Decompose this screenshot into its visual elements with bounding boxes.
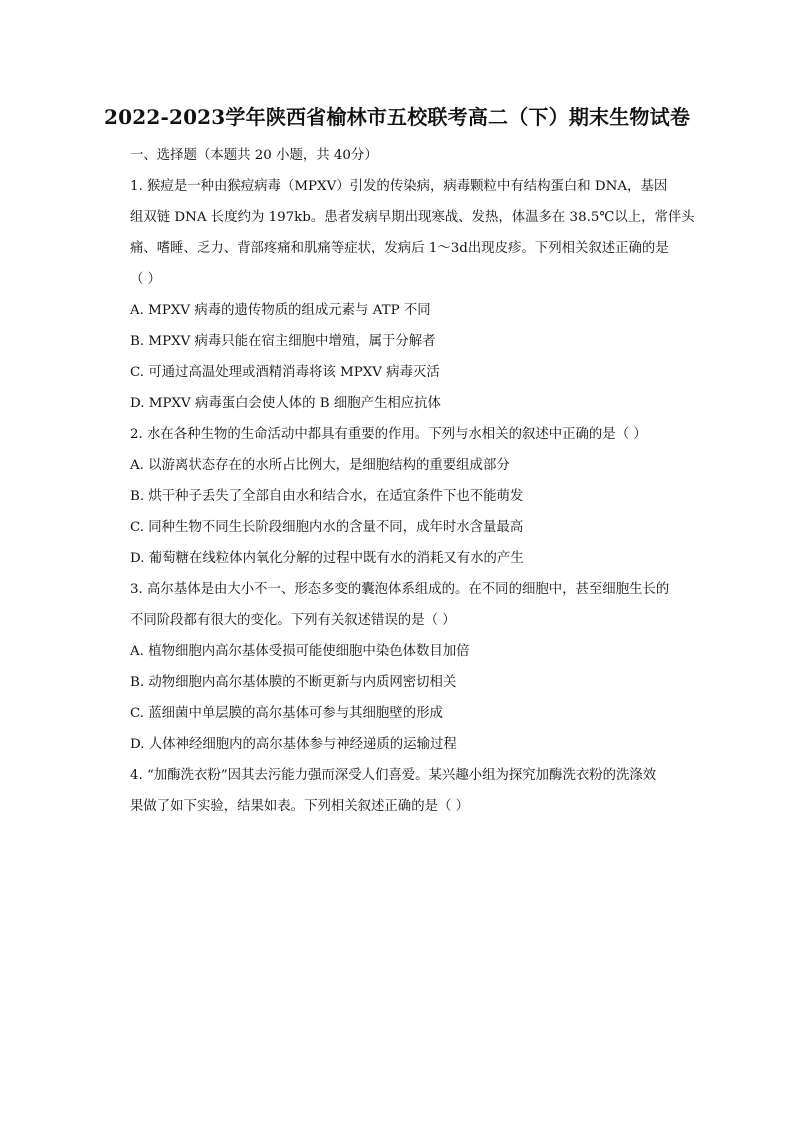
option-c: C. 可通过高温处理或酒精消毒将该 MPXV 病毒灭活: [130, 365, 440, 380]
option-b: B. MPXV 病毒只能在宿主细胞中增殖，属于分解者: [130, 334, 436, 349]
option-b: B. 烘干种子丢失了全部自由水和结合水，在适宜条件下也不能萌发: [130, 489, 524, 504]
option-c: C. 蓝细菌中单层膜的高尔基体可参与其细胞壁的形成: [130, 706, 443, 721]
question-text-line: 3. 高尔基体是由大小不一、形态多变的囊泡体系组成的。在不同的细胞中，甚至细胞生长的: [130, 582, 670, 597]
question-content: [130, 140, 695, 822]
question-text-line: 2. 水在各种生物的生命活动中都具有重要的作用。下列与水相关的叙述中正确的是（ ）: [130, 427, 647, 442]
option-a: A. 以游离状态存在的水所占比例大，是细胞结构的重要组成部分: [130, 458, 510, 473]
question-text-line: 不同阶段都有很大的变化。下列有关叙述错误的是（ ）: [130, 613, 456, 628]
question-4: [130, 760, 695, 822]
option-b: B. 动物细胞内高尔基体膜的不断更新与内质网密切相关: [130, 675, 457, 690]
question-3: [130, 574, 695, 760]
option-d: D. 葡萄糖在线粒体内氧化分解的过程中既有水的消耗又有水的产生: [130, 551, 524, 566]
question-1: [130, 171, 695, 419]
question-text-line: 果做了如下实验，结果如表。下列相关叙述正确的是（ ）: [130, 799, 470, 814]
option-a: A. MPXV 病毒的遗传物质的组成元素与 ATP 不同: [130, 303, 431, 318]
page-title: 2022-2023学年陕西省榆林市五校联考高二（下）期末生物试卷: [103, 105, 691, 129]
section-heading: 一、选择题（本题共 20 小题，共 40分）: [130, 148, 378, 163]
question-text-line: 4. “加酶洗衣粉”因其去污能力强而深受人们喜爱。某兴趣小组为探究加酶洗衣粉的洗涤效: [130, 768, 657, 783]
option-d: D. 人体神经细胞内的高尔基体参与神经递质的运输过程: [130, 737, 457, 752]
question-text-line: 1. 猴痘是一种由猴痘病毒（MPXV）引发的传染病，病毒颗粒中有结构蛋白和 DNA，基因: [130, 179, 668, 194]
answer-blank: （ ）: [130, 272, 162, 287]
option-d: D. MPXV 病毒蛋白会使人体的 B 细胞产生相应抗体: [130, 396, 441, 411]
question-text-line: 痛、嗜睡、乏力、背部疼痛和肌痛等症状，发病后 1～3d出现皮疹。下列相关叙述正确的是: [130, 241, 669, 256]
question-text-line: 组双链 DNA 长度约为 197kb。患者发病早期出现寒战、发热，体温多在 38.5℃以上，常伴头: [130, 210, 695, 225]
question-2: [130, 419, 695, 574]
option-c: C. 同种生物不同生长阶段细胞内水的含量不同，成年时水含量最高: [130, 520, 524, 535]
option-a: A. 植物细胞内高尔基体受损可能使细胞中染色体数目加倍: [130, 644, 470, 659]
